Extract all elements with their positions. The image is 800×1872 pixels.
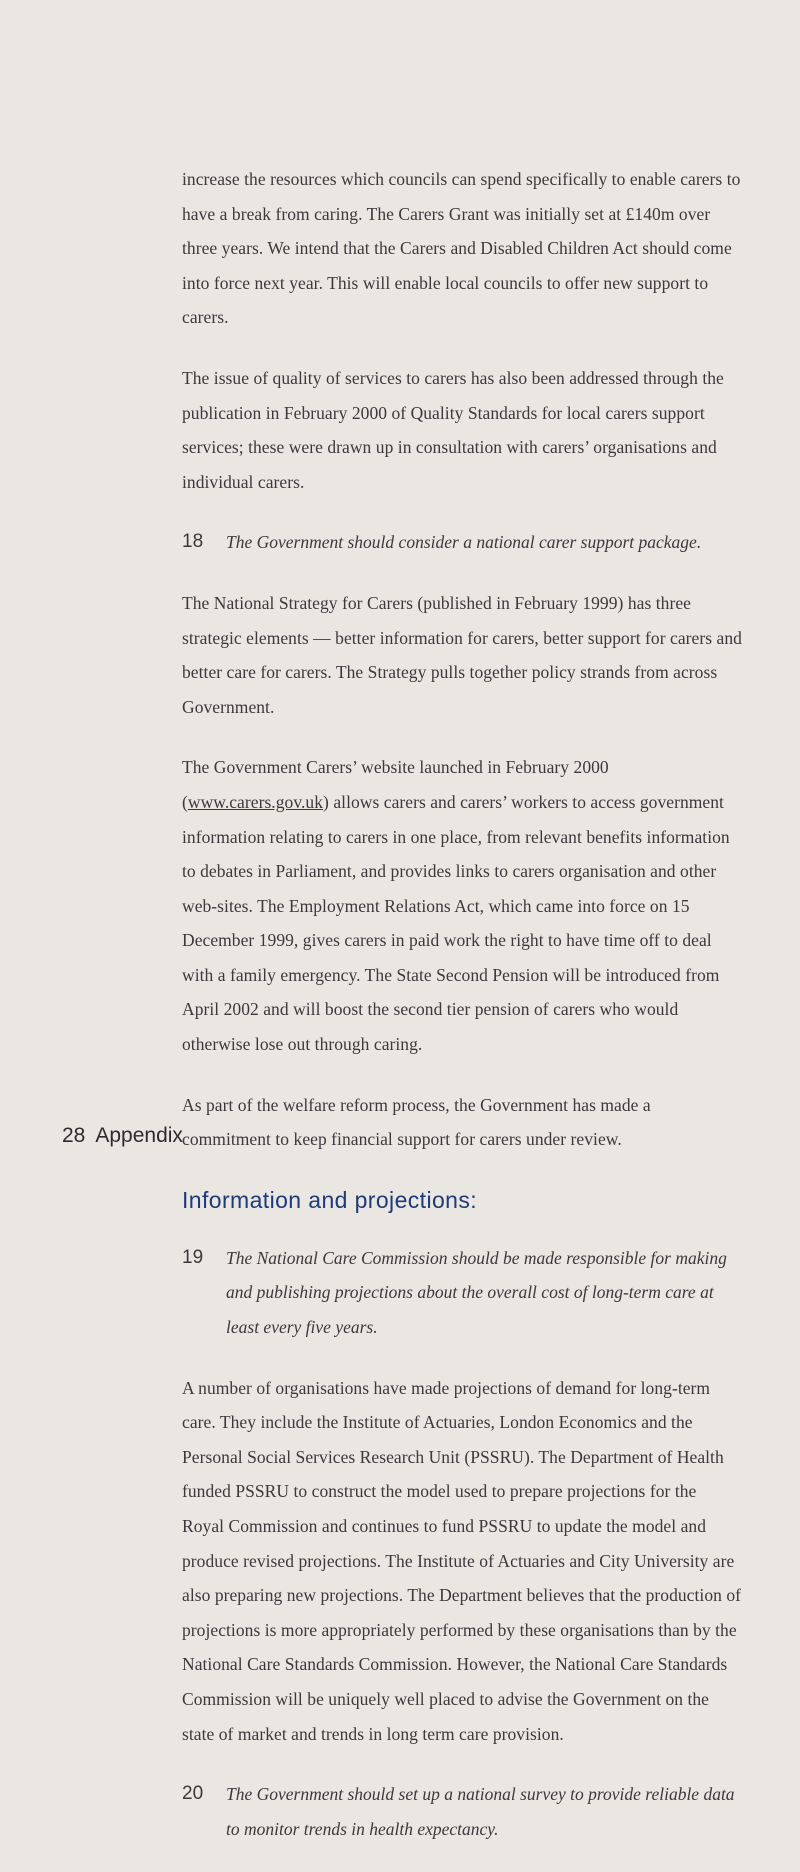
page-footer <box>62 1124 183 1148</box>
recommendation-text: The National Care Commission should be made responsible for making and publishing projections about the overall cost of long-term care at least every five years. <box>226 1247 727 1338</box>
page-number: 28 <box>62 1124 86 1147</box>
paragraph-national-strategy: The National Strategy for Carers (published in February 1999) has three strategic elements — better information for carers, better support for carers and better care for carers. The Strategy pulls together policy strands from across Government. <box>182 592 742 717</box>
recommendation-20 <box>182 1777 742 1846</box>
paragraph-carers-grant: increase the resources which councils can spend specifically to enable carers to have a break from caring. The Carers Grant was initially set at £140m over three years. We intend that the Carers and Disabled Children Act should come into force next year. This will enable local councils to offer new support to carers. <box>182 169 741 328</box>
paragraph-welfare-reform: As part of the welfare reform process, the Government has made a commitment to keep financial support for carers under review. <box>182 1094 651 1150</box>
footer-section-label: Appendix <box>95 1124 183 1147</box>
paragraph-projections: A number of organisations have made projections of demand for long-term care. They include the Institute of Actuaries, London Economics and the Personal Social Services Research Unit (PSSRU). The Department of Health funded PSSRU to construct the model used to prepare projections for the Royal Commission and continues to fund PSSRU to update the model and produce revised projections. The Institute of Actuaries and City University are also preparing new projections. The Department believes that the production of projections is more appropriately performed by these organisations than by the National Care Standards Commission. However, the National Care Standards Commission will be uniquely well placed to advise the Government on the state of market and trends in long term care provision. <box>182 1377 742 1744</box>
paragraph-carers-website <box>182 750 742 1061</box>
paragraph-text-end: ) allows carers and carers’ workers to access government information relating to carers in one place, from relevant benefits information to debates in Parliament, and provides links to carers organisation and other web-sites. The Employment Relations Act, which came into force on 15 December 1999, gives carers in paid work the right to have time off to deal with a family emergency. The State Second Pension will be introduced from April 2002 and will boost the second tier pension of carers who would otherwise lose out through caring. <box>182 791 730 1055</box>
recommendation-text: The Government should consider a national carer support package. <box>226 532 702 553</box>
recommendation-number: 19 <box>182 1246 204 1268</box>
section-heading: Information and projections: <box>182 1186 478 1213</box>
recommendation-text: The Government should set up a national survey to provide reliable data to monitor trends in health expectancy. <box>226 1784 735 1839</box>
main-column <box>182 162 742 1872</box>
paragraph-text-start: The Government Carers’ website launched in February 2000 ( <box>182 757 609 812</box>
carers-website-link[interactable]: www.carers.gov.uk <box>187 791 324 812</box>
recommendation-number: 20 <box>182 1783 204 1805</box>
recommendation-18 <box>182 525 742 560</box>
recommendation-number: 18 <box>182 531 204 553</box>
recommendation-19 <box>182 1241 742 1345</box>
paragraph-quality-standards: The issue of quality of services to carers has also been addressed through the publication in February 2000 of Quality Standards for local carers support services; these were drawn up in consultation with carers’ organisations and individual carers. <box>182 367 724 492</box>
